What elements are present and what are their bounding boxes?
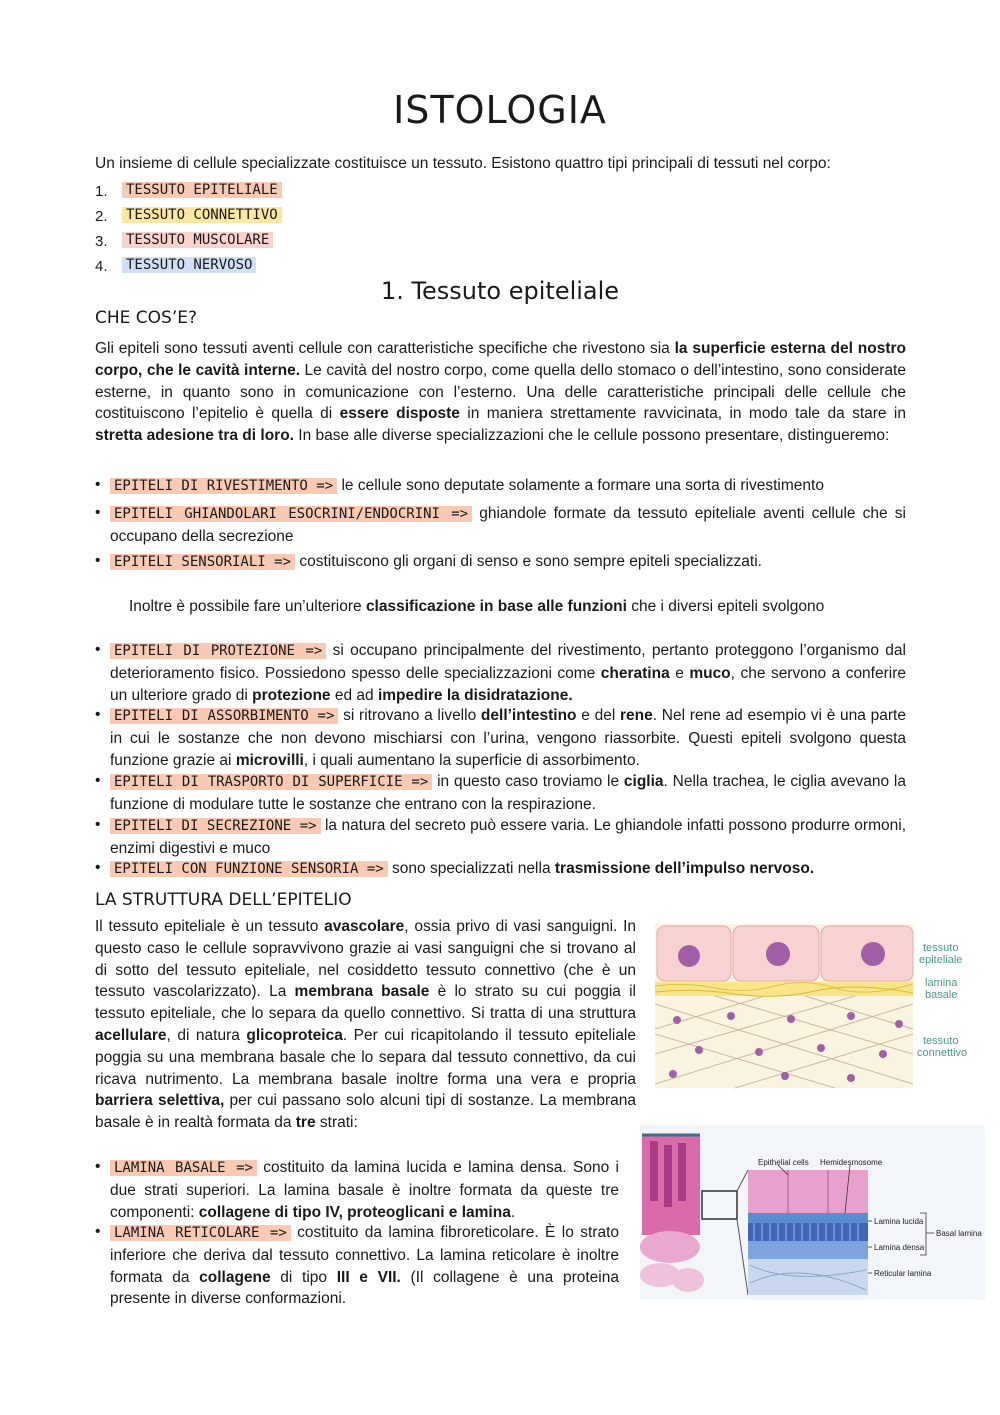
list-number: 3. [95,233,108,250]
tissue-nervoso: TESSUTO NERVOSO [122,257,256,273]
svg-text:tessutoconnettivo: tessuto connettivo [917,1035,968,1059]
tissue-epiteliale: TESSUTO EPITELIALE [122,182,282,198]
list-number: 1. [95,183,108,200]
bullet: • [95,552,101,569]
epithelium-diagram [655,924,980,1090]
function-protezione: EPITELI DI PROTEZIONE => si occupano principalmente del rivestimento, pertanto proteggono l’organismo dal deterioramento fisico. Possiedono spesso delle specializzazioni come cheratina e muco, che servono a conferire un ulteriore grado di protezione ed ad impedire la disidratazione. [110,642,906,704]
page-title: ISTOLOGIA [393,88,607,132]
bullet: • [95,1158,101,1175]
bullet: • [95,816,101,833]
list-number: 4. [95,258,108,275]
svg-text:laminabasale: lamina basale [925,977,958,1001]
layer-basale: LAMINA BASALE => costituito da lamina lucida e lamina densa. Sono i due strati superiori. La lamina basale è inoltre formata da queste tre componenti: collagene di tipo IV, proteoglicani e lamina. [110,1159,619,1221]
bullet: • [95,641,101,658]
bullet: • [95,706,101,723]
epithelial-cells [657,926,913,981]
svg-text:Epithelial cells Hemidesmo: Epithelial cells Hemidesmosome Lamina lucida Lamina densa Reticular lamina Basal lamina [758,1158,982,1278]
bullet: • [95,1223,101,1240]
type-ghiandolari: EPITELI GHIANDOLARI ESOCRINI/ENDOCRINI => ghiandole formate da tessuto epiteliale aventi cellule che si occupano della secrezione [110,505,906,545]
function-trasporto: EPITELI DI TRASPORTO DI SUPERFICIE => in questo caso troviamo le ciglia. Nella trachea, le ciglia avevano la funzione di modulare tutte le sostanze che entrano con la respirazione. [110,773,906,813]
function-assorbimento: EPITELI DI ASSORBIMENTO => si ritrovano a livello dell’intestino e del rene. Nel rene ad esempio vi è una parte in cui le sostanze che non devono mischiarsi con l’urina, vengono riassorbite. Questi epiteli svolgono questa funzione grazie ai microvilli, i quali aumentano la superficie di assorbimento. [110,707,906,769]
structure-heading: LA STRUTTURA DELL’EPITELIO [95,890,352,910]
svg-text:tessutoepiteliale: tessuto epiteliale [919,942,963,966]
function-sensoria: EPITELI CON FUNZIONE SENSORIA => sono specializzati nella trasmissione dell’impulso nervoso. [110,858,906,881]
functions-intro: Inoltre è possibile fare un’ulteriore classificazione in base alle funzioni che i diversi epiteli svolgono [129,598,825,615]
list-number: 2. [95,208,108,225]
what-heading: CHE COS’E? [95,308,198,328]
magnified-section [748,1170,868,1295]
tissue-muscolare: TESSUTO MUSCOLARE [122,232,273,248]
intro-text: Un insieme di cellule specializzate costituisce un tessuto. Esistono quattro tipi principali di tessuti nel corpo: [95,155,831,172]
what-paragraph: Gli epiteli sono tessuti aventi cellule con caratteristiche specifiche che rivestono sia la superficie esterna del nostro corpo, che le cavità interne. Le cavità del nostro corpo, come quella dello stomaco o dell’intestino, sono considerate esterne, in quanto sono in comunicazione con l’esterno. Una delle caratteristiche principali delle cellule che costituiscono l’epitelio è quella di essere disposte in maniera strettamente ravvicinata, in modo tale da stare in stretta adesione tra di loro. In base alle diverse specializzazioni che le cellule possono presentare, distingueremo: [95,340,906,445]
basal-lamina-diagram [640,1125,985,1300]
bullet: • [95,504,101,521]
type-sensoriali: EPITELI SENSORIALI => costituiscono gli organi di senso e sono sempre epiteli specializzati. [110,551,906,574]
bullet: • [95,859,101,876]
bullet: • [95,476,101,493]
bullet: • [95,772,101,789]
structure-paragraph: Il tessuto epiteliale è un tessuto avascolare, ossia privo di vasi sanguigni. In questo caso le cellule sopravvivono grazie ai vasi sanguigni che si trovano al di sotto del tessuto epiteliale, nel cosiddetto tessuto connettivo (che è un tessuto vascolarizzato). La membrana basale è lo strato su cui poggia il tessuto epiteliale, che lo separa da quello connettivo. Si tratta di una struttura acellulare, di natura glicoproteica. Per cui ricapitolando il tessuto epiteliale poggia su una membrana basale che lo separa dal tessuto connettivo, da cui ricava nutrimento. La membrana basale inoltre forma una vera e propria barriera selettiva, per cui passano solo alcuni tipi di sostanze. La membrana basale è in realtà formata da tre strati: [95,918,636,1132]
function-secrezione: EPITELI DI SECREZIONE => la natura del secreto può essere varia. Le ghiandole infatti possono produrre ormoni, enzimi digestivi e muco [110,817,906,857]
tissue-connettivo: TESSUTO CONNETTIVO [122,207,282,223]
layer-reticolare: LAMINA RETICOLARE => costituito da lamina fibroreticolare. È lo strato inferiore che deriva dal tessuto connettivo. La lamina reticolare è inoltre formata da collagene di tipo III e VII. (Il collagene è una proteina presente in diverse conformazioni. [110,1224,619,1308]
type-rivestimento: EPITELI DI RIVESTIMENTO => le cellule sono deputate solamente a formare una sorta di rivestimento [110,475,906,498]
section-heading: 1. Tessuto epiteliale [380,277,620,305]
